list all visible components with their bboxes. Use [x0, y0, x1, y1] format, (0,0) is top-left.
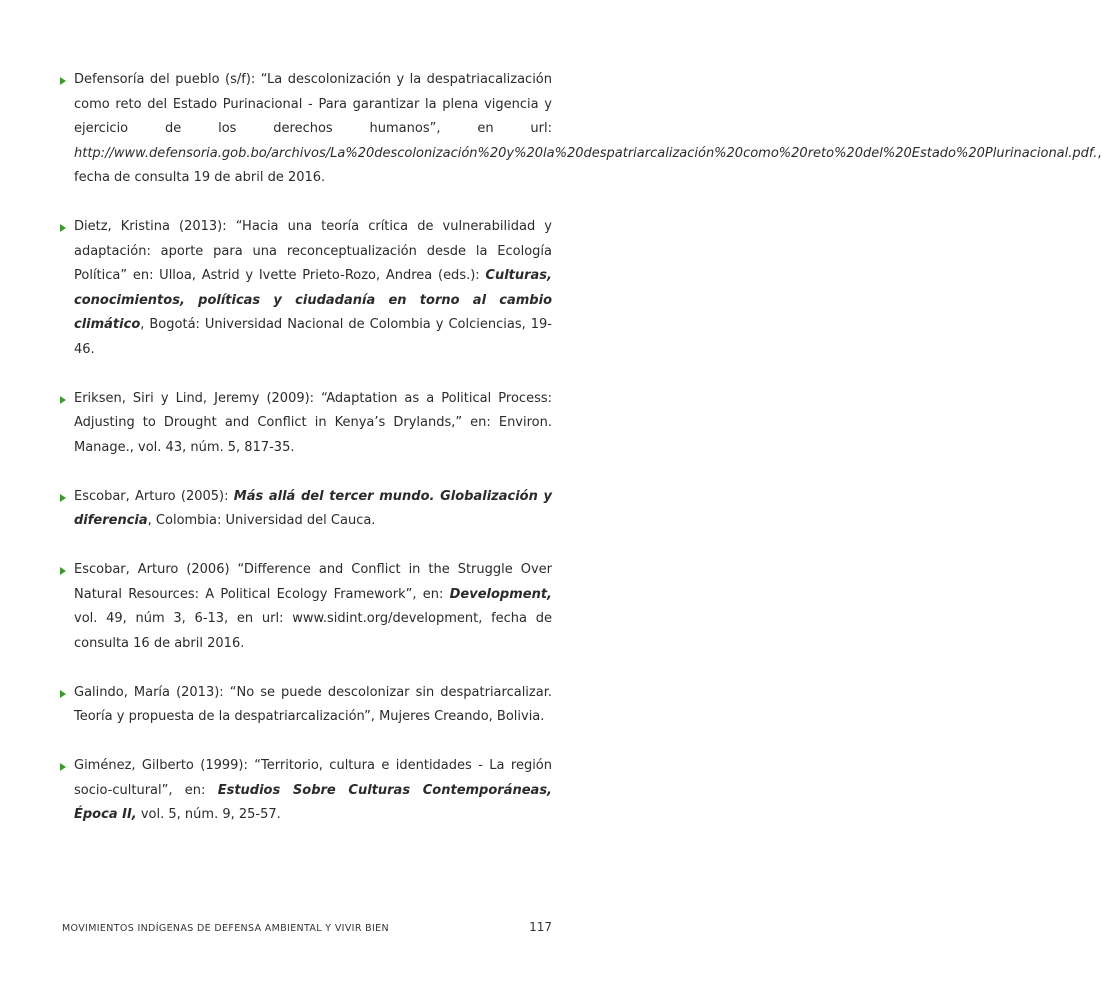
triangle-bullet-icon — [60, 224, 66, 232]
reference-item — [60, 387, 552, 461]
triangle-bullet-icon — [60, 77, 66, 85]
reference-text: , fecha de consulta 19 de abril de 2016. — [74, 145, 1102, 185]
reference-list — [60, 68, 1102, 852]
triangle-bullet-icon — [60, 763, 66, 771]
reference-text: Dietz, Kristina (2013): “Hacia una teoría crítica de vulnerabilidad y adaptación: aporte para una reconceptualización desde la Ecología Política” en: Ulloa, Astrid y Ivette Prieto-Rozo, Andrea (eds.): — [74, 219, 552, 283]
reference-text: , Colombia: Universidad del Cauca. — [147, 513, 376, 528]
reference-title: Estudios Sobre Culturas Contemporáneas, Época II, — [74, 782, 552, 822]
reference-text: Escobar, Arturo (2005): — [74, 488, 234, 504]
reference-text: Giménez, Gilberto (1999): “Territorio, cultura e identidades - La región socio-cultural”, en: — [74, 758, 552, 798]
reference-item — [60, 681, 552, 730]
reference-text: Escobar, Arturo (2006) “Difference and Conflict in the Struggle Over Natural Resources: A Political Ecology Framework”, en: — [74, 562, 552, 602]
reference-text: Galindo, María (2013): “No se puede descolonizar sin despatriarcalizar. Teoría y propuesta de la despatriarcalización”, Mujeres Creando, Bolivia. — [74, 684, 552, 724]
reference-text: Eriksen, Siri y Lind, Jeremy (2009): “Adaptation as a Political Process: Adjusting to Drought and Conflict in Kenya’s Drylands,” en: Environ. Manage., vol. 43, núm. 5, 817-35. — [74, 390, 552, 455]
reference-item — [60, 485, 552, 534]
reference-item — [60, 754, 552, 828]
reference-item — [60, 215, 552, 362]
page-number: 117 — [529, 920, 552, 934]
reference-text: Defensoría del pueblo (s/f): “La descolonización y la despatriacalización como reto del Estado Purinacional - Para garantizar la plena vigencia y ejercicio de los derechos humanos”, en url: — [74, 72, 552, 136]
reference-item — [60, 68, 1102, 191]
reference-text: vol. 49, núm 3, 6-13, en url: www.sidint.org/development, fecha de consulta 16 de abril 2016. — [74, 611, 552, 651]
reference-title: Culturas, conocimientos, políticas y ciudadanía en torno al cambio climático — [74, 268, 552, 332]
reference-url: http://www.defensoria.gob.bo/archivos/La%20descolonización%20y%20la%20despatriarcalización%20como%20reto%20del%20Estado%20Plurinacional.pdf. — [74, 145, 1098, 161]
reference-title: Más allá del tercer mundo. Globalización y diferencia — [74, 488, 552, 528]
reference-item — [60, 558, 552, 656]
reference-text: vol. 5, núm. 9, 25-57. — [136, 807, 281, 822]
triangle-bullet-icon — [60, 567, 66, 575]
triangle-bullet-icon — [60, 690, 66, 698]
reference-text: , Bogotá: Universidad Nacional de Colombia y Colciencias, 19-46. — [74, 317, 552, 357]
running-title: MOVIMIENTOS INDÍGENAS DE DEFENSA AMBIENTAL Y VIVIR BIEN — [62, 923, 389, 934]
triangle-bullet-icon — [60, 494, 66, 502]
page-footer — [62, 920, 552, 934]
reference-title: Development, — [449, 586, 552, 602]
triangle-bullet-icon — [60, 396, 66, 404]
